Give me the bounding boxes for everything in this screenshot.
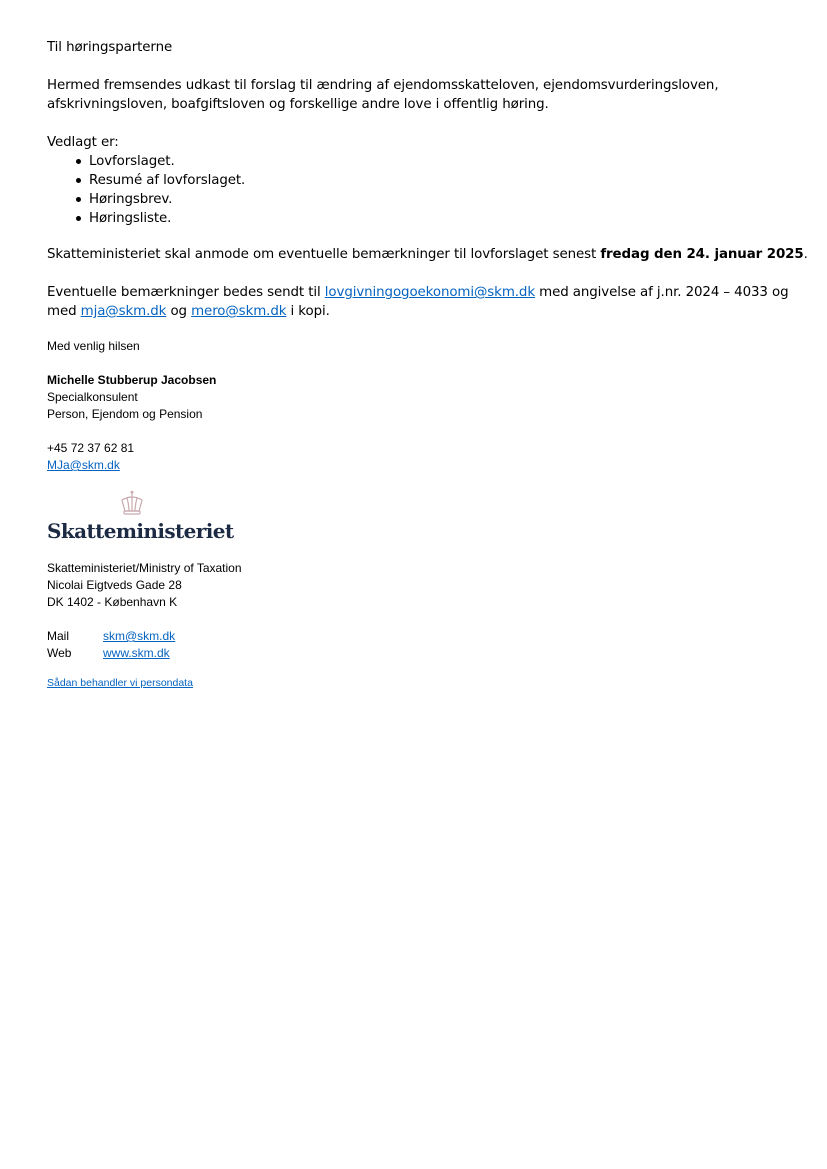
signer-phone: +45 72 37 62 81 (47, 441, 135, 455)
ministry-logo (47, 490, 234, 546)
organization-street: Nicolai Eigtveds Gade 28 (47, 578, 182, 592)
intro-line-1: Hermed fremsendes udkast til forslag til ændring af ejendomsskatteloven, ejendomsvurderingsloven, (47, 78, 719, 93)
logo-wordmark: Skatteministeriet (47, 519, 234, 543)
cc-email-link-2[interactable]: mero@skm.dk (191, 304, 287, 319)
organization-city: DK 1402 - København K (47, 595, 178, 609)
remarks-email-link[interactable]: lovgivningogoekonomi@skm.dk (324, 285, 535, 300)
list-item: Høringsliste. (47, 209, 245, 228)
signer-email-link[interactable]: MJa@skm.dk (47, 458, 120, 472)
organization-address (47, 560, 242, 662)
web-row (47, 645, 242, 662)
signer-title: Specialkonsulent (47, 390, 138, 404)
remarks-paragraph (47, 283, 789, 321)
mail-label: Mail (47, 629, 70, 643)
signature-block (47, 338, 216, 474)
mail-row (47, 628, 242, 645)
bullet-icon (76, 178, 81, 183)
closing: Med venlig hilsen (47, 339, 140, 353)
organization-name: Skatteministeriet/Ministry of Taxation (47, 561, 242, 575)
attachments-section (47, 133, 245, 228)
signer-department: Person, Ejendom og Pension (47, 407, 203, 421)
remarks-line-2: med mja@skm.dk og mero@skm.dk i kopi. (47, 304, 330, 319)
remarks-line-1: Eventuelle bemærkninger bedes sendt til lovgivningogoekonomi@skm.dk med angivelse af j.nr. 2024 – 4033 og (47, 285, 789, 300)
bullet-icon (76, 159, 81, 164)
web-link[interactable]: www.skm.dk (103, 646, 170, 660)
intro-line-2: afskrivningsloven, boafgiftsloven og forskellige andre love i offentlig høring. (47, 97, 549, 112)
cc-email-link-1[interactable]: mja@skm.dk (80, 304, 167, 319)
deadline-date: fredag den 24. januar 2025 (600, 247, 804, 262)
list-item: Lovforslaget. (47, 152, 245, 171)
web-label: Web (47, 646, 72, 660)
intro-paragraph (47, 76, 787, 114)
attachments-list (47, 152, 245, 228)
list-item: Høringsbrev. (47, 190, 245, 209)
signer-name: Michelle Stubberup Jacobsen (47, 373, 217, 387)
deadline-paragraph: Skatteministeriet skal anmode om eventuelle bemærkninger til lovforslaget senest fredag den 24. januar 2025. (47, 247, 808, 262)
bullet-icon (76, 216, 81, 221)
salutation: Til høringsparterne (47, 40, 173, 55)
privacy-link[interactable]: Sådan behandler vi persondata (47, 677, 193, 689)
list-item: Resumé af lovforslaget. (47, 171, 245, 190)
mail-link[interactable]: skm@skm.dk (103, 629, 176, 643)
bullet-icon (76, 197, 81, 202)
attachments-heading: Vedlagt er: (47, 135, 119, 150)
crown-icon (118, 490, 146, 516)
